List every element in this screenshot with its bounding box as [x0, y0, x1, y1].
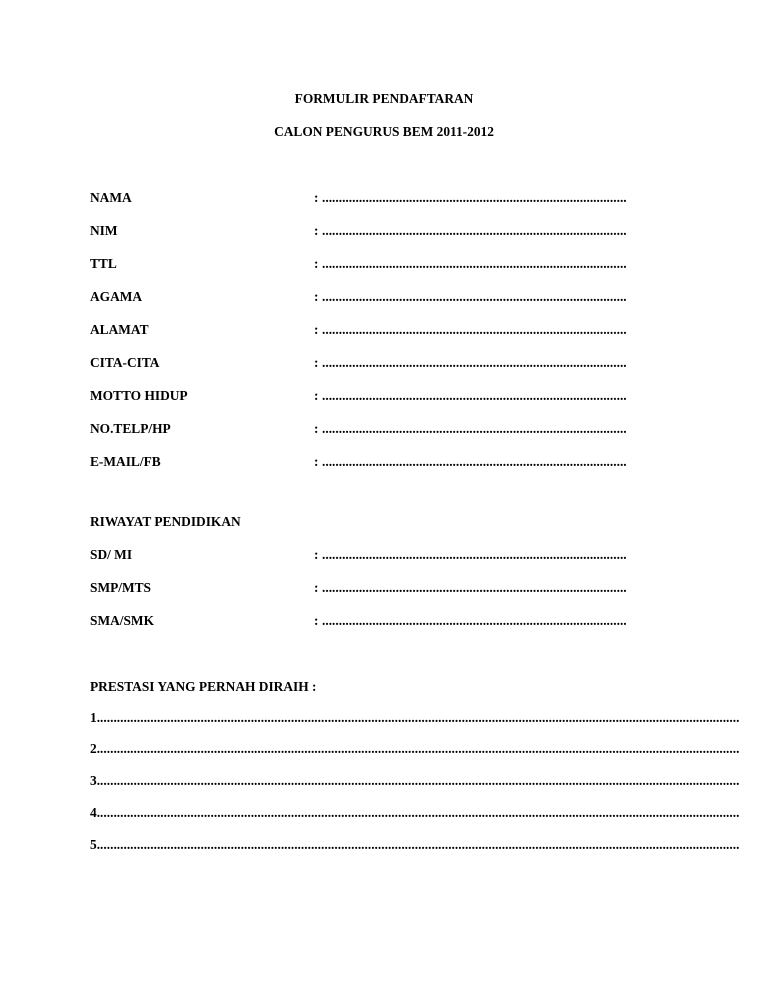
field-label: SMP/MTS [90, 580, 152, 595]
field-blank-line[interactable]: ........................................................................................... [322, 289, 627, 304]
field-blank-line[interactable]: ........................................................................................... [322, 322, 627, 337]
field-label: AGAMA [90, 289, 143, 304]
field-colon: : [314, 580, 319, 595]
achievement-number: 4. [90, 805, 101, 820]
field-colon: : [314, 613, 319, 628]
achievement-number: 1. [90, 710, 101, 725]
field-blank-line[interactable]: ........................................................................................... [322, 223, 627, 238]
achievements-heading: PRESTASI YANG PERNAH DIRAIH : [90, 679, 317, 694]
field-blank-line[interactable]: ........................................................................................... [322, 388, 627, 403]
field-colon: : [314, 289, 319, 304]
field-label: NIM [90, 223, 118, 238]
field-blank-line[interactable]: ........................................................................................... [322, 355, 627, 370]
field-label: NAMA [90, 190, 132, 205]
field-colon: : [314, 421, 319, 436]
achievement-blank-line[interactable]: ............................................................................................................................................................................................... [100, 710, 740, 725]
field-colon: : [314, 322, 319, 337]
field-label: ALAMAT [90, 322, 149, 337]
field-colon: : [314, 454, 319, 469]
field-label: TTL [90, 256, 117, 271]
education-heading: RIWAYAT PENDIDIKAN [90, 514, 241, 529]
form-subtitle: CALON PENGURUS BEM 2011-2012 [274, 124, 494, 139]
field-label: CITA-CITA [90, 355, 160, 370]
achievement-blank-line[interactable]: ............................................................................................................................................................................................... [100, 773, 740, 788]
field-colon: : [314, 223, 319, 238]
achievement-number: 3. [90, 773, 101, 788]
achievement-blank-line[interactable]: ............................................................................................................................................................................................... [100, 741, 740, 756]
achievement-number: 5. [90, 837, 101, 852]
field-colon: : [314, 547, 319, 562]
achievement-line-5[interactable] [90, 837, 740, 855]
field-label: MOTTO HIDUP [90, 388, 188, 403]
field-blank-line[interactable]: ........................................................................................... [322, 613, 627, 628]
field-blank-line[interactable]: ........................................................................................... [322, 421, 627, 436]
field-label: NO.TELP/HP [90, 421, 171, 436]
field-blank-line[interactable]: ........................................................................................... [322, 256, 627, 271]
achievement-blank-line[interactable]: ............................................................................................................................................................................................... [100, 805, 740, 820]
field-label: SD/ MI [90, 547, 133, 562]
field-colon: : [314, 256, 319, 271]
achievement-blank-line[interactable]: ............................................................................................................................................................................................... [100, 837, 740, 852]
field-blank-line[interactable]: ........................................................................................... [322, 580, 627, 595]
achievement-number: 2. [90, 741, 101, 756]
achievement-line-1[interactable] [90, 710, 740, 728]
field-colon: : [314, 388, 319, 403]
field-label: SMA/SMK [90, 613, 154, 628]
field-colon: : [314, 190, 319, 205]
achievement-line-3[interactable] [90, 773, 740, 791]
form-title: FORMULIR PENDAFTARAN [294, 91, 474, 106]
field-blank-line[interactable]: ........................................................................................... [322, 547, 627, 562]
field-colon: : [314, 355, 319, 370]
field-blank-line[interactable]: ........................................................................................... [322, 190, 627, 205]
achievement-line-2[interactable] [90, 741, 740, 759]
field-blank-line[interactable]: ........................................................................................... [322, 454, 627, 469]
achievement-line-4[interactable] [90, 805, 740, 823]
field-label: E-MAIL/FB [90, 454, 161, 469]
